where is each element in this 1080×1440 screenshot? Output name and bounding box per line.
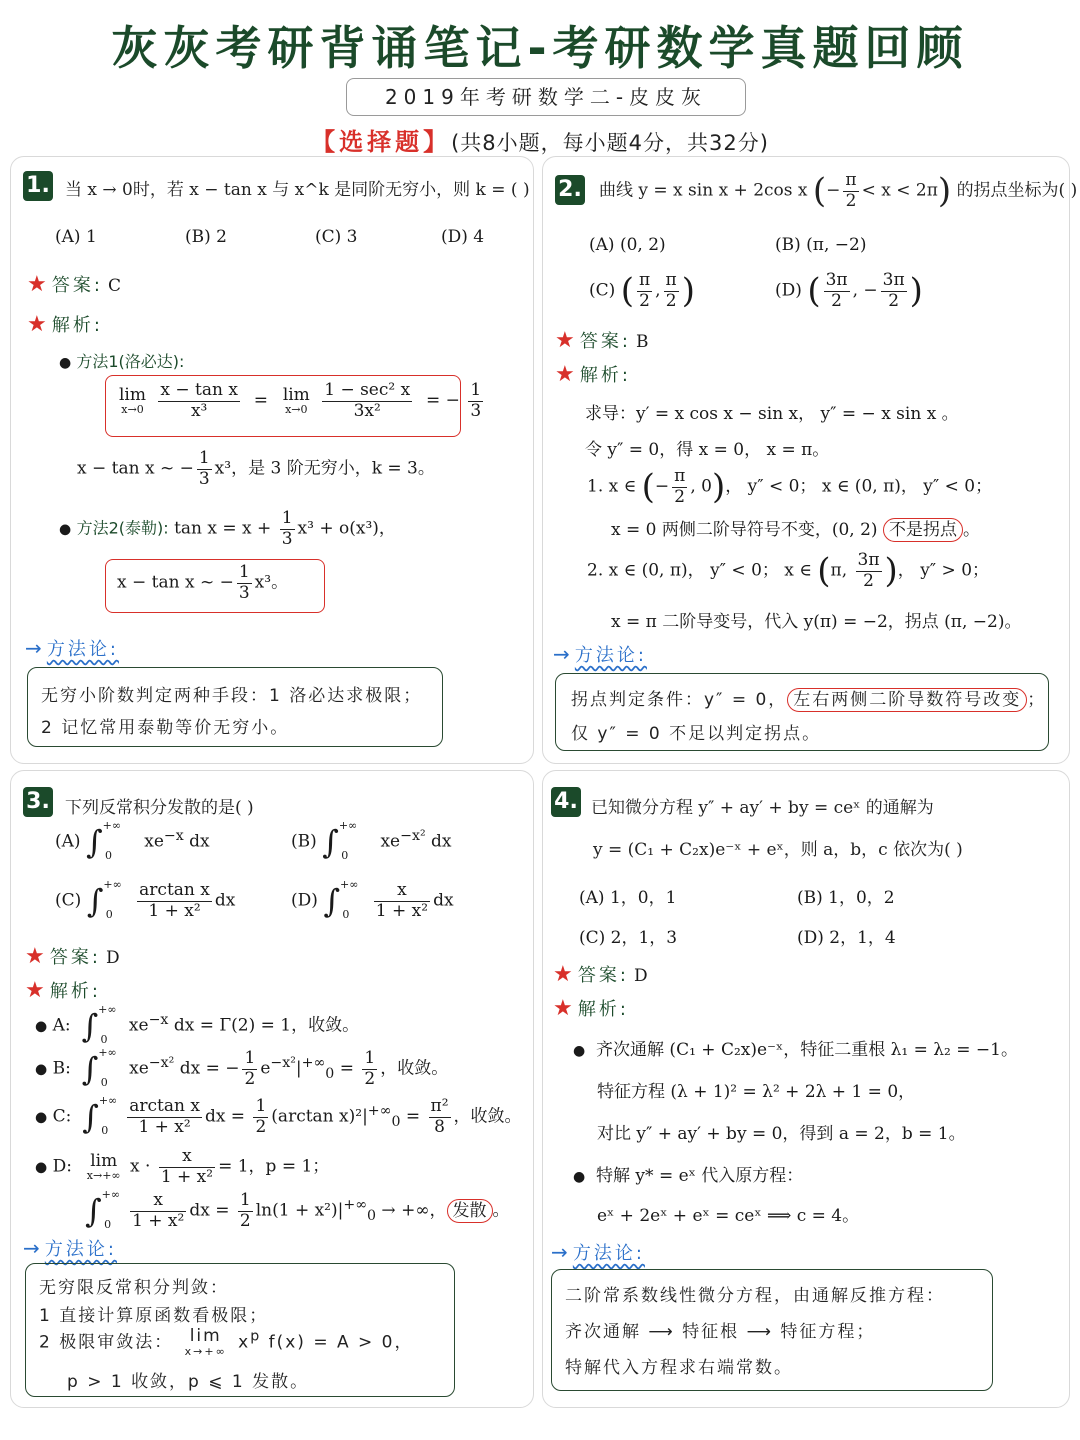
option-d: (D) $\int^{+\infty}_0$ $\frac{x}{\text{1 + x²}}$ dx (291, 877, 454, 921)
answer-value: D (106, 948, 120, 968)
taylor-formula: x − tan x ~ − $\frac{1}{3}$ x³。 (117, 562, 289, 603)
question-number: 4. (551, 787, 581, 817)
analysis-line-4: ● 特解 y* = eˣ 代入原方程： (573, 1166, 804, 1186)
question-stem-line-1: 已知微分方程 y″ + ay′ + by = ceˣ 的通解为 (591, 798, 934, 818)
answer-label: 答案: (577, 965, 629, 986)
zero-line: 令 y″ = 0，得 x = 0， x = π。 (585, 440, 830, 460)
methodology-line-1: 无穷限反常积分判敛： (39, 1278, 229, 1298)
answer-label: 答案: (51, 275, 103, 296)
methodology-line-2: 仅 y″ = 0 不足以判定拐点。 (571, 724, 822, 744)
star-icon: ★ (555, 328, 575, 353)
answer-label: 答案: (49, 947, 101, 968)
question-3-panel (10, 770, 534, 1408)
methodology-line-2: 1 直接计算原函数看极限； (39, 1306, 269, 1326)
question-stem: 当 x → 0时，若 x − tan x 与 x^k 是同阶无穷小，则 k = ( ) (65, 180, 530, 200)
option-c: (C) $\int^{+\infty}_0$ $\frac{\text{arctan x}}{\text{1 + x²}}$ dx (55, 877, 236, 921)
question-4-panel (542, 770, 1070, 1408)
answer-row (25, 943, 120, 969)
analysis-d-limit: ● D: lim x→+∞ x · $\frac{x}{\text{1 + x²}}$ = 1，p = 1； (35, 1146, 330, 1187)
option-c: (C) ( $\frac{\pi}{2}$ , $\frac{\pi}{2}$ ) (589, 270, 695, 312)
analysis-d-integral: $\int^{+\infty}_0$ $\frac{x}{\text{1 + x²}}$ dx = $\frac{1}{2}$ $\ln(1 + x^2)|^{+\infty}_0$ → +∞， 发散 。 (85, 1187, 510, 1231)
methodology-line-3: 特解代入方程求右端常数。 (565, 1358, 793, 1378)
question-number: 2. (555, 175, 585, 205)
page-title: 灰灰考研背诵笔记-考研数学真题回顾 (111, 21, 969, 75)
answer-value: C (108, 276, 122, 296)
star-icon: ★ (27, 272, 47, 297)
answer-label: 答案: (579, 331, 631, 352)
analysis-label: 解析: (49, 981, 101, 1002)
option-b: (B) (π, −2) (775, 235, 867, 255)
arrow-right-icon: → (23, 1236, 40, 1260)
answer-row (553, 961, 648, 987)
analysis-c: ● C: $\int^{+\infty}_0$ $\frac{\text{arctan x}}{\text{1 + x²}}$ dx = $\frac{1}{2}$ (arctan $x)^2|^{+\infty}_0$ = $\frac{\text{π²}}{8}$ ，收敛。 (35, 1093, 522, 1137)
option-d: (D) ( $\frac{3\pi}{2}$ , − $\frac{3\pi}{2}$ ) (775, 270, 923, 312)
case-1-line: 1. x ∈ (− $\frac{\pi}{2}$ , 0)， y″ < 0； x ∈ (0, π)， y″ < 0； (587, 466, 993, 508)
method-2-line: ● 方法2(泰勒): tan x = x + $\frac{1}{3}$ x³ + o(x³)， (59, 508, 396, 549)
option-b: (B) $\int^{+\infty}_0$ $xe^{-x^2}$ dx (291, 818, 452, 862)
methodology-line-1: 拐点判定条件：y″ = 0， 左右两侧二阶导数符号改变 ； (571, 690, 1047, 710)
analysis-row (27, 311, 103, 337)
option-a: (A) 1 (55, 227, 97, 247)
methodology-line-1: 二阶常系数线性微分方程，由通解反推方程： (565, 1286, 945, 1306)
analysis-line-2: 特征方程 (λ + 1)² = λ² + 2λ + 1 = 0， (597, 1082, 916, 1102)
option-a: (A) $\int^{+\infty}_0$ $xe^{-x}$ dx (55, 818, 210, 862)
answer-row (27, 271, 121, 297)
analysis-line-5: eˣ + 2eˣ + eˣ = ceˣ ⟹ c = 4。 (597, 1206, 860, 1226)
question-1-panel (10, 156, 534, 764)
derivative-line: 求导：y′ = x cos x − sin x， y″ = − x sin x 。 (585, 404, 959, 424)
star-icon: ★ (25, 944, 45, 969)
question-stem-line-2: y = (C₁ + C₂x)e⁻ˣ + eˣ，则 a，b，c 依次为( ) (593, 840, 963, 860)
equivalence-line: x − tan x ~ − $\frac{1}{3}$ x³，是 3 阶无穷小，k = 3。 (77, 448, 435, 489)
option-b: (B) 1，0，2 (797, 888, 895, 908)
case-2-conclusion: x = π 二阶导变号，代入 y(π) = −2，拐点 (π, −2)。 (611, 612, 1022, 632)
question-number: 3. (23, 787, 53, 817)
question-stem: 下列反常积分发散的是( ) (65, 798, 254, 818)
star-icon: ★ (555, 362, 575, 387)
answer-value: B (636, 332, 649, 352)
arrow-right-icon: → (551, 1240, 568, 1264)
star-icon: ★ (553, 962, 573, 987)
methodology-line-2: 2 记忆常用泰勒等价无穷小。 (41, 718, 290, 738)
star-icon: ★ (25, 978, 45, 1003)
methodology-line-4: p > 1 收敛，p ⩽ 1 发散。 (67, 1372, 310, 1392)
subtitle: 2019年考研数学二-皮皮灰 (346, 78, 746, 116)
not-inflection-mark: 不是拐点 (883, 518, 963, 542)
methodology-line-1: 无穷小阶数判定两种手段：1 洛必达求极限； (41, 686, 423, 706)
answer-row (555, 327, 649, 353)
option-a: (A) (0, 2) (589, 235, 666, 255)
analysis-a: ● A: $\int^{+\infty}_0$ $xe^{-x}$ dx = Γ(2) = 1，收敛。 (35, 1002, 360, 1046)
answer-value: D (634, 966, 648, 986)
methodology-highlight: 左右两侧二阶导数符号改变 (787, 688, 1027, 712)
methodology-heading: → 方法论: (553, 642, 647, 666)
analysis-label: 解析: (577, 999, 629, 1020)
analysis-label: 解析: (579, 365, 631, 386)
star-icon: ★ (27, 312, 47, 337)
analysis-line-3: 对比 y″ + ay′ + by = 0，得到 a = 2，b = 1。 (597, 1124, 966, 1144)
option-d: (D) 2，1，4 (797, 928, 896, 948)
option-c: (C) 2，1，3 (579, 928, 678, 948)
analysis-b: ● B: $\int^{+\infty}_0$ $xe^{-x^2}$ dx = − $\frac{1}{2}$ $e^{-x^2}|^{+\infty}_0$ = $\frac{1}{2}$ ，收敛。 (35, 1045, 449, 1089)
star-icon: ★ (553, 996, 573, 1021)
methodology-heading: → 方法论: (25, 636, 119, 660)
question-number: 1. (23, 171, 53, 201)
methodology-heading: → 方法论: (23, 1236, 117, 1260)
methodology-line-3: 2 极限审敛法： lim x→+∞ $x^p$ f(x) = A > 0， (39, 1326, 414, 1358)
methodology-heading: → 方法论: (551, 1240, 645, 1264)
analysis-row (553, 995, 629, 1021)
section-heading (0, 122, 1080, 157)
bullet-icon: ● (59, 521, 72, 538)
section-info: (共8小题，每小题4分，共32分) (451, 131, 769, 155)
lhopital-formula: lim x→0 $\frac{\text{x − tan x}}{\text{x³}}$ = lim x→0 $\frac{\text{1 − sec² x}}{\text{3x²}}$ = − $\frac{1}{3}$ (119, 380, 482, 421)
case-2-line: 2. x ∈ (0, π)， y″ < 0； x ∈ (π, $\frac{3\pi}{2}$ )， y″ > 0； (587, 550, 990, 592)
case-1-conclusion: x = 0 两侧二阶导符号不变，(0, 2) 不是拐点 。 (611, 520, 980, 540)
option-d: (D) 4 (441, 227, 485, 247)
option-a: (A) 1，0，1 (579, 888, 677, 908)
bullet-icon: ● (59, 355, 72, 371)
question-stem: 曲线 y = x sin x + 2cos x (− $\frac{\pi}{2}$ < x < 2π) 的拐点坐标为( ) (599, 170, 1078, 212)
option-c: (C) 3 (315, 227, 358, 247)
analysis-row (555, 361, 631, 387)
question-2-panel (542, 156, 1078, 764)
option-b: (B) 2 (185, 227, 227, 247)
analysis-line-1: ● 齐次通解 (C₁ + C₂x)e⁻ˣ，特征二重根 λ₁ = λ₂ = −1。 (573, 1040, 1018, 1060)
method-1-title: ● 方法1(洛必达): (59, 352, 185, 371)
analysis-label: 解析: (51, 315, 103, 336)
arrow-right-icon: → (553, 642, 570, 666)
section-label: 【选择题】 (311, 128, 452, 156)
analysis-row (25, 977, 101, 1003)
methodology-line-2: 齐次通解 ⟶ 特征根 ⟶ 特征方程； (565, 1322, 876, 1342)
arrow-right-icon: → (25, 636, 42, 660)
divergent-mark: 发散 (447, 1199, 493, 1223)
